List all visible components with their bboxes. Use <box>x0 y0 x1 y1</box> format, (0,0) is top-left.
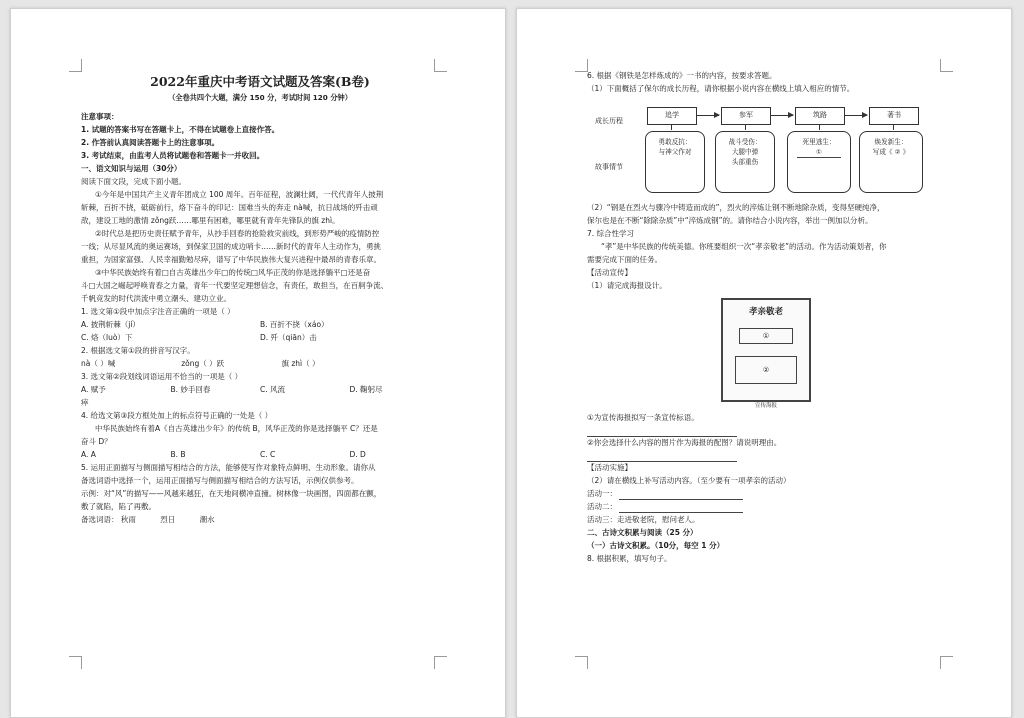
option-d: D. 鞠躬尽 <box>349 385 383 394</box>
question-6-part-2: （2）“钢是在烈火与骤冷中铸造而成的”，烈火的淬炼让钢不断地除杂质，变得坚硬纯净， <box>587 203 885 212</box>
word-choice: 秋雨 <box>120 515 136 524</box>
left-page-content <box>81 71 439 526</box>
crop-mark <box>575 656 588 669</box>
stage-box: 著书 <box>869 107 919 125</box>
word-choice: 烈日 <box>160 515 176 524</box>
exam-title: 2022年重庆中考语文试题及答案(B卷) <box>150 74 370 89</box>
stage-box: 参军 <box>721 107 771 125</box>
question-6-part-1: （1）下面概括了保尔的成长历程，请你根据小说内容在横线上填入相应的情节。 <box>587 84 855 93</box>
activity-row <box>587 487 945 500</box>
exam-subtitle: （全卷共四个大题，满分 150 分，考试时间 120 分钟） <box>168 93 352 102</box>
arrow-icon <box>771 115 793 116</box>
question-5-line: 备选词语中选择一个，运用正面描写与侧面描写相结合的方法写话，示例仅供参考。 <box>81 476 359 485</box>
connector-line <box>745 124 746 130</box>
activity-row <box>587 500 945 513</box>
plot-text: 勇敢反抗： <box>658 138 692 146</box>
question-4: 4. 给选文第③段方框处加上的标点符号正确的一处是（ ） <box>81 411 273 420</box>
activity-label: 活动二： <box>587 502 617 511</box>
passage-line: 一线；从尽显风流的奥运赛场，到保家卫国的成边哨卡……新时代的青年人主动作为，勇挑 <box>81 242 381 251</box>
answer-line[interactable] <box>619 489 743 500</box>
connector-line <box>819 124 820 130</box>
pinyin-item: 旗 zhì（ ） <box>281 359 320 368</box>
poster-caption: 宣传海报 <box>754 403 777 409</box>
growth-diagram <box>587 101 945 197</box>
notice-item: 1. 试题的答案书写在答题卡上，不得在试题卷上直接作答。 <box>81 125 280 134</box>
notice-item: 3. 考试结束，由监考人员将试题卷和答题卡一并收回。 <box>81 151 265 160</box>
passage-line: 斗□大国之崛起呼唤青春之力量，青年一代要坚定理想信念，有责任，敢担当，在百舸争流、 <box>81 281 389 290</box>
option-a: A. 赋予 <box>81 385 106 394</box>
crop-mark <box>434 656 447 669</box>
option-d: D. 歼（qiān）击 <box>260 333 317 342</box>
plot-text: 焕发新生： <box>874 138 908 146</box>
promo-question: （1）请完成海报设计。 <box>587 281 667 290</box>
promo-heading: 【活动宣传】 <box>587 268 632 277</box>
question-4-sentence: 奋斗 D？ <box>81 437 112 446</box>
option-c: C. 风流 <box>260 385 286 394</box>
arrow-icon <box>845 115 867 116</box>
passage-line: 千帆竞发的时代洪流中勇立潮头、建功立业。 <box>81 294 231 303</box>
promo-answer-2: ②你会选择什么内容的图片作为海报的配图？请说明理由。 <box>587 438 782 447</box>
question-1: 1. 选文第①段中加点字注音正确的一项是（ ） <box>81 307 235 316</box>
crop-mark <box>940 656 953 669</box>
question-7: 7. 综合性学习 <box>587 229 635 238</box>
plot-box <box>859 131 923 193</box>
question-5: 5. 运用正面描写与侧面描写相结合的方法，能够使写作对象特点鲜明、生动形象。请你从 <box>81 463 376 472</box>
stage-box: 追学 <box>647 107 697 125</box>
passage-line: ③中华民族始终有着□自古英雄出少年□的传统□风华正茂的你是选择躺平□还是奋 <box>95 268 371 277</box>
plot-box <box>787 131 851 193</box>
poster-title: 孝亲敬老 <box>748 307 783 317</box>
plot-text: 头部重伤 <box>731 158 759 166</box>
question-3: 3. 选文第②段划线词语运用不恰当的一项是（ ） <box>81 372 243 381</box>
plot-box <box>645 131 705 193</box>
question-2: 2. 根据选文第①段的拼音写汉字。 <box>81 346 195 355</box>
poster-image-slot: ② <box>735 356 797 384</box>
passage-line: 敌，建设工地的激情 zǒng跃……哪里有困难，哪里就有青年先锋队的旗 zhì。 <box>81 216 340 225</box>
plot-blank: ① <box>788 147 850 158</box>
connector-line <box>893 124 894 130</box>
question-5-line: 敷了就陷，陷了再敷。 <box>81 502 156 511</box>
option-a: A. A <box>81 450 96 459</box>
passage-line: 斩棘，百折不挠，砥砺前行，烙下奋斗的印记：国难当头的奔走 nà喊，抗日战场的歼击顽 <box>81 203 378 212</box>
section-heading: 一、语文知识与运用（30分） <box>81 164 182 173</box>
activity-label: 活动一： <box>587 489 617 498</box>
option-a: A. 披荆斩棘（jí） <box>81 320 140 329</box>
question-7-intro: “孝”是中华民族的传统美德。你班要组织一次“孝亲敬老”的活动。作为活动策划者，你 <box>601 242 887 251</box>
question-3-options <box>81 383 439 396</box>
impl-heading: 【活动实施】 <box>587 463 632 472</box>
section-subheading: （一）古诗文积累。（10分，每空 1 分） <box>587 541 725 550</box>
question-1-options <box>81 318 439 331</box>
plot-text: 大腿中弹 <box>731 148 759 156</box>
option-c: C. C <box>260 450 276 459</box>
option-wrap: 瘁 <box>81 398 89 407</box>
plot-text: 死里逃生： <box>802 138 836 146</box>
reading-intro: 阅读下面文段，完成下面小题。 <box>81 177 186 186</box>
option-b: B. 妙手回春 <box>170 385 211 394</box>
word-choices-label: 备选词语： <box>81 515 119 524</box>
word-choices <box>81 513 439 526</box>
plot-text: 写成《 ② 》 <box>872 148 910 156</box>
document-page-right <box>516 8 1012 718</box>
diagram-row-label: 成长历程 <box>595 117 623 125</box>
connector-line <box>671 124 672 130</box>
passage-line: ②时代总是把历史责任赋予青年，从抄手回春的抢险救灾前线，到形势严峻的疫情防控 <box>95 229 380 238</box>
pinyin-item: nà（ ）喊 <box>81 359 116 368</box>
answer-line[interactable] <box>619 502 743 513</box>
activity-row: 活动三：走进敬老院，慰问老人。 <box>587 515 700 524</box>
question-7-intro: 需要完成下面的任务。 <box>587 255 662 264</box>
notice-item: 2. 作答前认真阅读答题卡上的注意事项。 <box>81 138 220 147</box>
diagram-row-label: 故事情节 <box>595 163 623 171</box>
impl-question: （2）请在横线上补写活动内容。（至少要有一项孝亲的活动） <box>587 476 791 485</box>
question-5-line: 示例：对“风”的描写——风越来越狂，在天地间横冲直撞。树林像一块画图，四面都在颤， <box>81 489 382 498</box>
question-6-part-2-line: 保尔也是在不断“除除杂质”中“淬炼成钢”的。请你结合小说内容，举出一例加以分析。 <box>587 216 873 225</box>
section-heading: 二、古诗文积累与阅读（25 分） <box>587 528 698 537</box>
pinyin-item: zǒng（ ）跃 <box>181 359 225 368</box>
question-8: 8. 根据积累，填写句子。 <box>587 554 672 563</box>
promo-answer-1: ①为宣传海报拟写一条宣传标语。 <box>587 413 699 422</box>
passage-line: 重担，为国家富强、人民幸福勤勉尽瘁，谱写了中华民族伟大复兴进程中最昂的青春乐章。 <box>81 255 381 264</box>
question-6: 6. 根据《钢铁是怎样炼成的》一书的内容，按要求答题。 <box>587 71 777 80</box>
plot-text: 与神父作对 <box>658 148 692 156</box>
answer-blank <box>587 424 945 436</box>
question-4-sentence: 中华民族始终有着A《自古英雄出少年》的传统 B，风华正茂的你是选择躺平 C？还是 <box>95 424 378 433</box>
notice-heading: 注意事项： <box>81 112 119 121</box>
question-2-items <box>81 357 439 370</box>
crop-mark <box>69 656 82 669</box>
option-b: B. 百折不挠（xáo） <box>260 320 329 329</box>
right-page-content <box>587 69 945 565</box>
plot-text: 战斗受伤： <box>728 138 762 146</box>
stage-box: 筑路 <box>795 107 845 125</box>
poster-slogan-slot: ① <box>739 328 793 344</box>
question-1-options <box>81 331 439 344</box>
option-d: D. D <box>349 450 366 459</box>
answer-blank <box>587 449 945 461</box>
arrow-icon <box>697 115 719 116</box>
question-4-options <box>81 448 439 461</box>
plot-box <box>715 131 775 193</box>
word-choice: 潮水 <box>199 515 215 524</box>
document-page-left <box>10 8 506 718</box>
option-b: B. B <box>170 450 186 459</box>
option-c: C. 烙（luò）下 <box>81 333 133 342</box>
poster <box>721 298 811 402</box>
passage-line: ①今年是中国共产主义青年团成立 100 周年。百年征程，波澜壮阔，一代代青年人披荆 <box>95 190 384 199</box>
